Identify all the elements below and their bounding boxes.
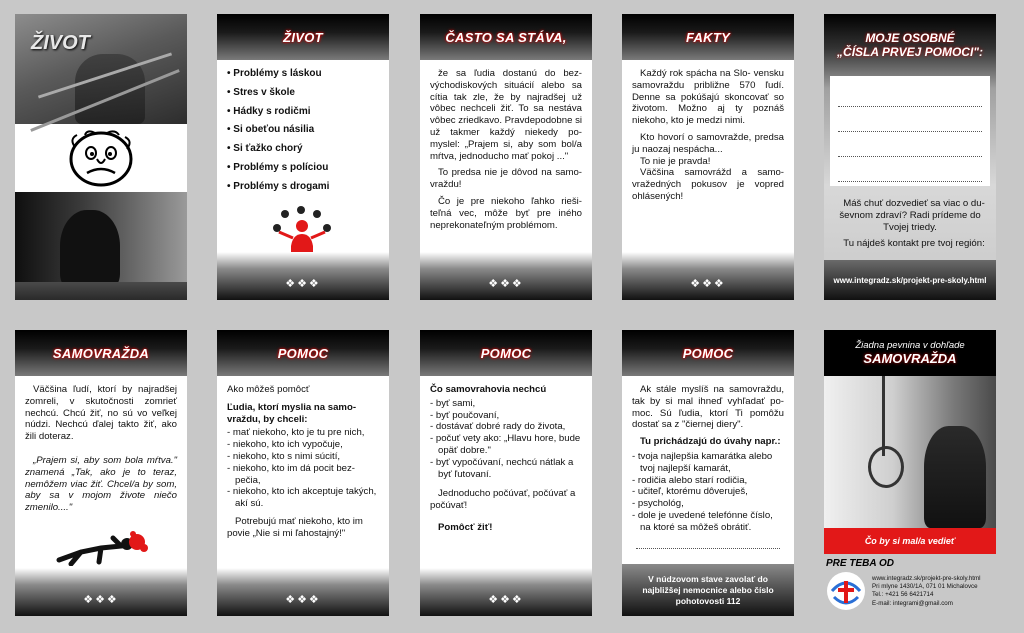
pomoc3-foot-text: V núdzovom stave zavolať do najbližšej nemocnice alebo číslo pohotovosti 112 bbox=[642, 573, 774, 606]
list-item: - počuť vety ako: „Hlavu hore, bude opäť dobre." bbox=[430, 433, 582, 457]
moje-header bbox=[824, 14, 996, 76]
number-line[interactable] bbox=[838, 111, 982, 132]
pomoc2-p1: Čo samovrahovia nechcú bbox=[430, 384, 547, 395]
cover-header bbox=[824, 330, 996, 376]
pre-teba: PRE TEBA OD bbox=[826, 558, 894, 569]
list-item: - tvoja najlepšia kamarátka alebo tvoj najlepší kamarát, bbox=[632, 451, 784, 475]
pomoc1-p3: Potrebujú mať niekoho, kto im povie „Nie si mi ľahostajný!" bbox=[227, 515, 363, 539]
fakty-p4: Väčšina samovrážd a samo- vražedných pokusov je vopred ohlásených! bbox=[632, 167, 784, 202]
pomoc3-list bbox=[632, 451, 784, 534]
list-item: - niekoho, kto s nimi súcití, bbox=[227, 451, 379, 463]
fakty-p1: Každý rok spácha na Slo- vensku samovraždu približne 570 ľudí. Denne sa pokúšajú skoncovať so životom. Možno aj ty poznáš niekoho, kto je medzi nimi. bbox=[632, 68, 784, 127]
contact-web[interactable]: www.integradz.sk/projekt-pre-skoly.html bbox=[872, 575, 981, 582]
panel-zivot bbox=[217, 14, 389, 300]
moje-url[interactable]: www.integradz.sk/projekt-pre-skoly.html bbox=[833, 275, 987, 285]
pomoc2-p3: Pomôcť žiť! bbox=[438, 521, 493, 533]
ornament-icon: ❖❖❖ bbox=[83, 594, 119, 606]
cover-photo bbox=[824, 376, 996, 528]
pomoc2-footer bbox=[420, 568, 592, 616]
casto-p2: To predsa nie je dôvod na samo- vraždu! bbox=[430, 167, 582, 191]
moje-title-2: „ČÍSLA PRVEJ POMOCI": bbox=[837, 45, 983, 59]
numbers-box[interactable] bbox=[830, 76, 990, 186]
ornament-icon: ❖❖❖ bbox=[285, 594, 321, 606]
fallen-figure-icon bbox=[51, 526, 151, 566]
samovrazda-p1: Väčšina ľudí, ktorí by najradšej zomreli, v skutočnosti zomrieť nechcú. Chcú žiť, no sú vo veľkej núdzi. Nechcú ďalej takto žiť, ako žili doteraz. bbox=[25, 384, 177, 443]
integra-logo-icon bbox=[826, 571, 866, 611]
panel-pomoc-3 bbox=[622, 330, 794, 616]
panel-moje bbox=[824, 14, 996, 300]
panel-casto bbox=[420, 14, 592, 300]
panel-fakty bbox=[622, 14, 794, 300]
moje-title-1: MOJE OSOBNÉ bbox=[865, 31, 955, 45]
fakty-p2: Kto hovorí o samovražde, predsa ju naozaj nespácha... bbox=[632, 131, 784, 155]
number-line[interactable] bbox=[838, 136, 982, 157]
cover-line2: SAMOVRAŽDA bbox=[863, 351, 957, 366]
list-item: - učiteľ, ktorému dôveruješ, bbox=[632, 486, 784, 498]
contact-email[interactable]: E-mail: integrami@gmail.com bbox=[872, 599, 953, 607]
phone-line[interactable] bbox=[636, 542, 780, 549]
pomoc1-p1: Ako môžeš pomôcť bbox=[227, 384, 310, 395]
pomoc1-title: POMOC bbox=[277, 345, 329, 361]
casto-p1: že sa ľudia dostanú do bez- východiskových situácií alebo sa cítia tak zle, že by najradšej už vôbec nechceli žiť. To sa nestáva vôbec zriedkavo. Pravdepodobne si už takmer každý niekedy po- myslel: „Prajem si, aby som bol/a mŕtva, jednoducho mať pokoj ..." bbox=[430, 68, 582, 162]
fakty-header bbox=[622, 14, 794, 60]
panel-zivot-photos bbox=[15, 14, 187, 300]
cover-red-bar bbox=[824, 528, 996, 554]
pomoc3-p1: Ak stále myslíš na samovraždu, tak by si mal ihneď vyhľadať po- moc. Sú ľudia, ktorí Ti pomôžu dostať sa z "čiernej diery". bbox=[632, 384, 784, 431]
fakty-p3: To nie je pravda! bbox=[640, 155, 711, 167]
cover-line1: Žiadna pevnina v dohľade bbox=[855, 340, 965, 351]
fakty-footer bbox=[622, 252, 794, 300]
pomoc1-p2: Ľudia, ktorí myslia na samo- vraždu, by chceli: bbox=[227, 401, 357, 425]
ornament-icon: ❖❖❖ bbox=[285, 278, 321, 290]
fakty-title: FAKTY bbox=[685, 29, 731, 45]
casto-p3: Čo je pre niekoho ľahko rieši- teľná vec, môže byť pre iného neprekonateľným problémom. bbox=[430, 195, 582, 231]
list-item: - niekoho, kto ich akceptuje takých, akí sú. bbox=[227, 486, 379, 510]
number-line[interactable] bbox=[838, 161, 982, 182]
list-item: • Si ťažko chorý bbox=[227, 143, 379, 155]
list-item: - dole je uvedené telefónne číslo, na ktoré sa môžeš obrátiť. bbox=[632, 510, 784, 534]
list-item: - rodičia alebo starí rodičia, bbox=[632, 475, 784, 487]
photo-railway bbox=[15, 14, 187, 124]
list-item: - psychológ, bbox=[632, 498, 784, 510]
contact-address: Pri mlyne 1430/1A, 071 01 Michalovce bbox=[872, 583, 978, 591]
ornament-icon: ❖❖❖ bbox=[690, 278, 726, 290]
samovrazda-footer bbox=[15, 568, 187, 616]
ornament-icon: ❖❖❖ bbox=[488, 278, 524, 290]
moje-p2: Tu nájdeš kontakt pre tvoj región: bbox=[843, 238, 985, 250]
moje-p1: Máš chuť dozvedieť sa viac o du- ševnom zdraví? Radi prídeme do Tvojej triedy. bbox=[839, 198, 985, 233]
list-item: • Si obeťou násilia bbox=[227, 124, 379, 136]
pomoc1-footer bbox=[217, 568, 389, 616]
pomoc1-header bbox=[217, 330, 389, 376]
sad-face-icon bbox=[65, 127, 137, 189]
zivot-footer bbox=[217, 252, 389, 300]
zivot-list bbox=[227, 68, 379, 193]
pomoc3-title: POMOC bbox=[682, 345, 734, 361]
pomoc1-list bbox=[227, 427, 379, 510]
pomoc2-p2: Jednoducho počúvať, počúvať a počúvať! bbox=[430, 488, 576, 512]
panel-pomoc-1 bbox=[217, 330, 389, 616]
samovrazda-title: SAMOVRAŽDA bbox=[52, 345, 150, 361]
pomoc2-list bbox=[430, 398, 582, 481]
list-item: • Problémy s políciou bbox=[227, 162, 379, 174]
pomoc2-title: POMOC bbox=[480, 345, 532, 361]
zivot-title: ŽIVOT bbox=[283, 29, 323, 45]
list-item: • Problémy s láskou bbox=[227, 68, 379, 80]
list-item: • Hádky s rodičmi bbox=[227, 106, 379, 118]
pomoc3-footer bbox=[622, 564, 794, 616]
list-item: - byť sami, bbox=[430, 398, 582, 410]
photo-sitting-person bbox=[15, 192, 187, 300]
number-line[interactable] bbox=[838, 86, 982, 107]
casto-footer bbox=[420, 252, 592, 300]
pomoc3-p2: Tu prichádzajú do úvahy napr.: bbox=[640, 436, 781, 448]
zivot-header bbox=[217, 14, 389, 60]
list-item: • Stres v škole bbox=[227, 87, 379, 99]
list-item: - dostávať dobré rady do života, bbox=[430, 421, 582, 433]
contact-phone: Tel.: +421 56 6421714 bbox=[872, 591, 934, 599]
panel-pomoc-2 bbox=[420, 330, 592, 616]
list-item: - mať niekoho, kto je tu pre nich, bbox=[227, 427, 379, 439]
pomoc2-header bbox=[420, 330, 592, 376]
casto-title: ČASTO SA STÁVA, bbox=[445, 29, 567, 45]
casto-header bbox=[420, 14, 592, 60]
pomoc3-header bbox=[622, 330, 794, 376]
ornament-icon: ❖❖❖ bbox=[488, 594, 524, 606]
list-item: - byť poučovaní, bbox=[430, 410, 582, 422]
panel-samovrazda bbox=[15, 330, 187, 616]
cover-red-text: Čo by si mal/a vedieť bbox=[864, 536, 956, 546]
panel-cover bbox=[824, 330, 996, 616]
moje-url-bar[interactable] bbox=[824, 260, 996, 300]
list-item: • Problémy s drogami bbox=[227, 181, 379, 193]
list-item: - byť vypočúvaní, nechcú nátlak a byť ľutovaní. bbox=[430, 457, 582, 481]
list-item: - niekoho, kto ich vypočuje, bbox=[227, 439, 379, 451]
samovrazda-header bbox=[15, 330, 187, 376]
photo-title: ŽIVOT bbox=[31, 32, 90, 54]
samovrazda-p2: „Prajem si, aby som bola mŕtva." znamená „Tak, ako je to teraz, nemôžem viac žiť. Chcel/a by som, aby sa v mojom živote niečo zmenilo...." bbox=[25, 454, 177, 514]
list-item: - niekoho, kto im dá pocit bez- pečia, bbox=[227, 463, 379, 487]
